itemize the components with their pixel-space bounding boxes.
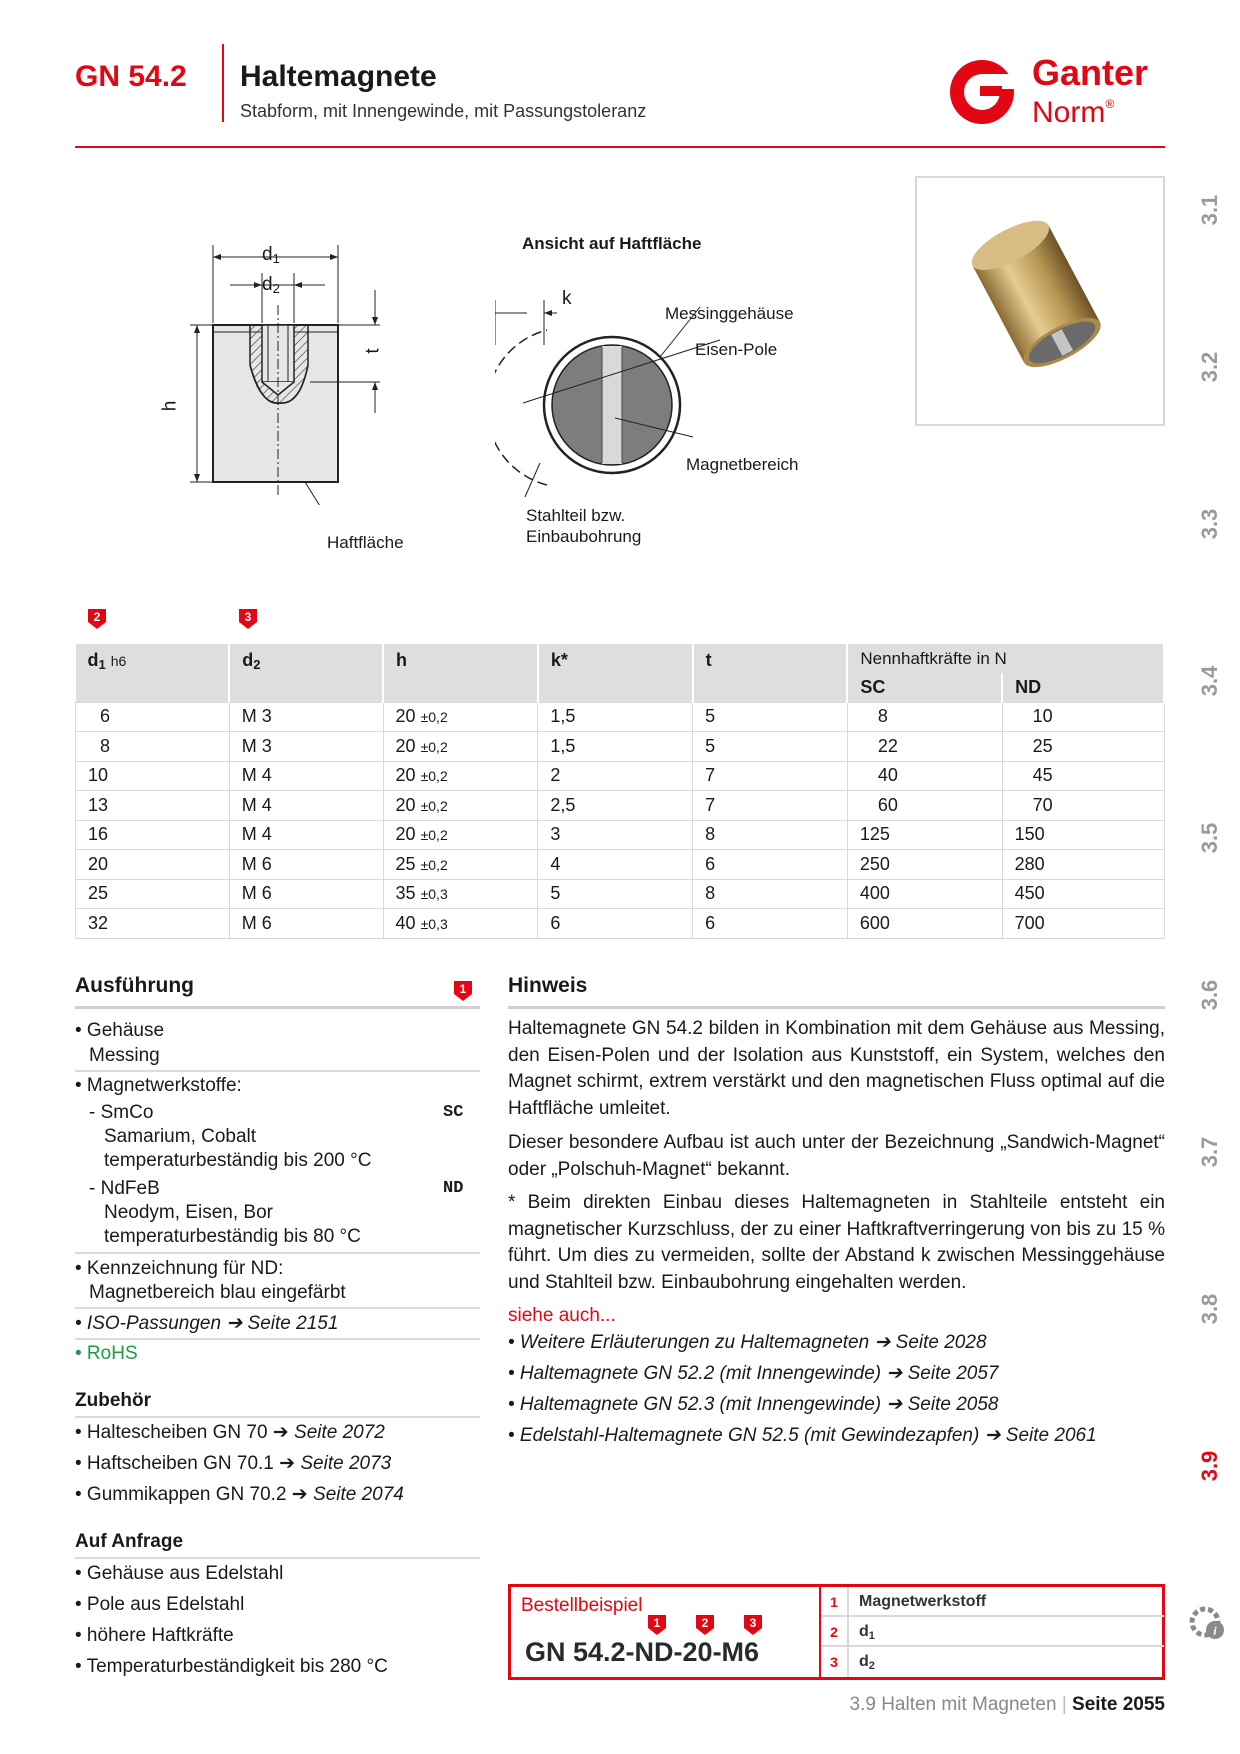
table-cell-k: 6 xyxy=(538,909,693,939)
col-k-header: k* xyxy=(538,644,693,702)
ndfeb-temp: temperaturbeständig bis 80 °C xyxy=(104,1226,361,1247)
stahlteil-label-1: Stahlteil bzw. xyxy=(526,506,626,525)
divider xyxy=(75,1252,480,1254)
col-t-header: t xyxy=(693,644,848,702)
gehaeuse-value: Messing xyxy=(89,1045,160,1066)
zubehoer-item[interactable]: • Haftscheiben GN 70.1 ➔ Seite 2073 xyxy=(75,1453,392,1474)
order-example-box xyxy=(508,1584,1165,1680)
logo-name: Ganter xyxy=(1032,52,1149,93)
table-cell-d1: 10 xyxy=(76,761,230,791)
table-cell-nd: 700 xyxy=(1002,909,1164,939)
hinweis-paragraph-1: Haltemagnete GN 54.2 bilden in Kombination mit dem Gehäuse aus Messing, den Eisen-Polen und der Isolation aus Kunststoff, ein System, welches den Magnet schirmt, extrem verstärkt und den magnetischen Fluss optimal auf die Haftfläche umleitet. xyxy=(508,1018,1165,1119)
table-cell-h: 20 ±0,2 xyxy=(383,761,538,791)
kennzeichnung-value: Magnetbereich blau eingefärbt xyxy=(89,1282,346,1303)
divider xyxy=(75,1338,480,1340)
order-marker-2-icon xyxy=(695,1614,715,1636)
table-cell-h: 25 ±0,2 xyxy=(383,850,538,880)
table-cell-t: 7 xyxy=(693,761,848,791)
table-cell-t: 7 xyxy=(693,791,848,821)
table-cell-sc: 400 xyxy=(847,879,1002,909)
zubehoer-item[interactable]: • Haltescheiben GN 70 ➔ Seite 2072 xyxy=(75,1422,385,1443)
smco-temp: temperaturbeständig bis 200 °C xyxy=(104,1150,372,1171)
side-tab-3-5[interactable]: 3.5 xyxy=(1197,822,1222,854)
eisen-pole-label: Eisen-Pole xyxy=(695,340,778,359)
side-section-drawing xyxy=(150,235,410,505)
ganter-norm-logo xyxy=(942,52,1166,128)
table-row xyxy=(76,850,1165,880)
marker-3-icon xyxy=(238,608,258,630)
rohs-badge: • RoHS xyxy=(75,1343,138,1364)
svg-text:1: 1 xyxy=(653,1616,661,1630)
table-cell-d1: 20 xyxy=(76,850,230,880)
side-tab-3-7[interactable]: 3.7 xyxy=(1197,1136,1222,1168)
dim-d1-label: $d_1$ xyxy=(262,244,280,266)
product-code: GN 54.2 xyxy=(75,60,187,93)
table-cell-d1: 13 xyxy=(76,791,230,821)
table-cell-d2: M 3 xyxy=(229,732,383,762)
smco-code: SC xyxy=(443,1103,464,1122)
product-photo xyxy=(915,176,1165,426)
smco-desc: Samarium, Cobalt xyxy=(104,1126,257,1147)
side-tab-3-6[interactable]: 3.6 xyxy=(1197,979,1222,1011)
ndfeb-desc: Neodym, Eisen, Bor xyxy=(104,1202,273,1223)
see-also-label: siehe auch... xyxy=(508,1305,616,1326)
zubehoer-item[interactable]: • Gummikappen GN 70.2 ➔ Seite 2074 xyxy=(75,1484,404,1505)
table-cell-d2: M 3 xyxy=(229,702,383,732)
iso-passungen-link[interactable]: • ISO-Passungen ➔ Seite 2151 xyxy=(75,1313,339,1334)
col-d1-header: $d_1$ h6 xyxy=(76,644,230,702)
table-row xyxy=(76,909,1165,939)
col-force-header: Nennhaftkräfte in N xyxy=(847,644,1164,673)
order-marker-1-icon xyxy=(647,1614,667,1636)
table-cell-d2: M 6 xyxy=(229,879,383,909)
table-cell-nd: 25 xyxy=(1002,732,1164,762)
table-row xyxy=(76,791,1165,821)
svg-text:3: 3 xyxy=(244,610,252,624)
table-cell-sc: 40 xyxy=(847,761,1002,791)
section-zubehoer-title: Zubehör xyxy=(75,1390,151,1411)
table-cell-k: 4 xyxy=(538,850,693,880)
stahlteil-label-2: Einbaubohrung xyxy=(526,527,642,546)
table-cell-h: 20 ±0,2 xyxy=(383,702,538,732)
table-cell-sc: 125 xyxy=(847,820,1002,850)
table-row xyxy=(76,732,1165,762)
divider xyxy=(75,1416,480,1418)
section-hinweis-title: Hinweis xyxy=(508,974,588,997)
header-separator xyxy=(222,44,224,122)
table-cell-k: 1,5 xyxy=(538,732,693,762)
table-cell-d2: M 4 xyxy=(229,820,383,850)
table-cell-nd: 70 xyxy=(1002,791,1164,821)
order-key-row: 1 Magnetwerkstoff xyxy=(821,1587,1164,1617)
section-rule xyxy=(75,1006,480,1009)
werkstoffe-label: • Magnetwerkstoffe: xyxy=(75,1075,242,1096)
anfrage-item: • höhere Haftkräfte xyxy=(75,1625,234,1646)
dim-t-label: t xyxy=(362,348,384,354)
order-marker-3-icon xyxy=(743,1614,763,1636)
smco-label: - SmCo xyxy=(89,1102,154,1123)
section-rule xyxy=(508,1006,1165,1009)
col-sc-header: SC xyxy=(847,673,1002,702)
ndfeb-code: ND xyxy=(443,1179,464,1198)
table-cell-t: 6 xyxy=(693,850,848,880)
divider xyxy=(75,1070,480,1072)
kennzeichnung-label: • Kennzeichnung für ND: xyxy=(75,1258,284,1279)
logo-norm: Norm® xyxy=(1032,96,1115,129)
table-cell-k: 5 xyxy=(538,879,693,909)
table-cell-d1: 8 xyxy=(76,732,230,762)
anfrage-item: • Temperaturbeständigkeit bis 280 °C xyxy=(75,1656,388,1677)
svg-text:2: 2 xyxy=(701,1616,709,1630)
table-cell-k: 2,5 xyxy=(538,791,693,821)
side-tab-3-2[interactable]: 3.2 xyxy=(1197,351,1222,383)
see-also-link[interactable]: • Haltemagnete GN 52.2 (mit Innengewinde) ➔ Seite 2057 xyxy=(508,1363,999,1384)
svg-text:1: 1 xyxy=(459,982,467,996)
table-cell-h: 35 ±0,3 xyxy=(383,879,538,909)
see-also-link[interactable]: • Haltemagnete GN 52.3 (mit Innengewinde) ➔ Seite 2058 xyxy=(508,1394,999,1415)
divider xyxy=(75,1307,480,1309)
table-cell-t: 6 xyxy=(693,909,848,939)
table-cell-d1: 6 xyxy=(76,702,230,732)
dim-h-label: h xyxy=(159,400,181,412)
order-example-code: GN 54.2-ND-20-M6 xyxy=(525,1637,760,1667)
order-key-row: 2 $d_1$ xyxy=(821,1617,1164,1647)
see-also-link[interactable]: • Weitere Erläuterungen zu Haltemagneten ➔ Seite 2028 xyxy=(508,1332,987,1353)
see-also-link[interactable]: • Edelstahl-Haltemagnete GN 52.5 (mit Gewindezapfen) ➔ Seite 2061 xyxy=(508,1425,1097,1446)
hinweis-paragraph-2: Dieser besondere Aufbau ist auch unter der Bezeichnung „Sandwich-Magnet“ oder „Polschuh-Magnet“ bekannt. xyxy=(508,1132,1165,1180)
ndfeb-label: - NdFeB xyxy=(89,1178,160,1199)
table-cell-h: 40 ±0,3 xyxy=(383,909,538,939)
haftflaeche-label: Haftfläche xyxy=(327,533,404,552)
dim-k-label: k xyxy=(562,288,572,309)
table-cell-k: 1,5 xyxy=(538,702,693,732)
table-cell-nd: 45 xyxy=(1002,761,1164,791)
table-cell-sc: 22 xyxy=(847,732,1002,762)
table-cell-sc: 60 xyxy=(847,791,1002,821)
header-rule xyxy=(75,146,1165,148)
side-tab-3-8[interactable]: 3.8 xyxy=(1197,1293,1222,1325)
order-example-label: Bestellbeispiel xyxy=(521,1595,643,1616)
svg-text:2: 2 xyxy=(93,610,101,624)
section-anfrage-title: Auf Anfrage xyxy=(75,1531,184,1552)
svg-text:i: i xyxy=(1213,1623,1217,1638)
table-cell-t: 5 xyxy=(693,732,848,762)
table-cell-d2: M 4 xyxy=(229,761,383,791)
view-title: Ansicht auf Haftfläche xyxy=(522,234,702,253)
order-key-row: 3 $d_2$ xyxy=(821,1647,1164,1677)
dimension-table xyxy=(75,644,1165,939)
messinggehaeuse-label: Messinggehäuse xyxy=(665,304,794,323)
table-row xyxy=(76,761,1165,791)
table-cell-d2: M 6 xyxy=(229,850,383,880)
table-cell-t: 5 xyxy=(693,702,848,732)
table-cell-t: 8 xyxy=(693,879,848,909)
gehaeuse-label: • Gehäuse xyxy=(75,1020,165,1041)
table-row xyxy=(76,702,1165,732)
table-cell-d1: 16 xyxy=(76,820,230,850)
magnetbereich-label: Magnetbereich xyxy=(686,455,799,474)
col-d2-header: $d_2$ xyxy=(229,644,383,702)
table-cell-t: 8 xyxy=(693,820,848,850)
page-title: Haltemagnete xyxy=(240,60,437,93)
table-cell-h: 20 ±0,2 xyxy=(383,820,538,850)
dim-d2-label: $d_2$ xyxy=(262,274,280,296)
divider xyxy=(75,1557,480,1559)
marker-2-icon xyxy=(87,608,107,630)
table-cell-sc: 8 xyxy=(847,702,1002,732)
gear-info-icon[interactable] xyxy=(1185,1600,1229,1644)
svg-text:3: 3 xyxy=(749,1616,757,1630)
side-tab-3-4[interactable]: 3.4 xyxy=(1197,665,1222,697)
order-key-table xyxy=(819,1587,1162,1677)
side-tab-3-3[interactable]: 3.3 xyxy=(1197,508,1222,540)
table-cell-nd: 150 xyxy=(1002,820,1164,850)
table-cell-h: 20 ±0,2 xyxy=(383,791,538,821)
table-cell-d2: M 6 xyxy=(229,909,383,939)
ganter-logo-mark-icon xyxy=(942,52,1022,128)
page-footer: 3.9 Halten mit Magneten | Seite 2055 xyxy=(849,1694,1165,1715)
page-subtitle: Stabform, mit Innengewinde, mit Passungstoleranz xyxy=(240,101,647,121)
table-row xyxy=(76,820,1165,850)
table-cell-sc: 250 xyxy=(847,850,1002,880)
section-ausfuehrung-title: Ausführung xyxy=(75,974,194,997)
table-cell-sc: 600 xyxy=(847,909,1002,939)
marker-1-icon xyxy=(453,980,473,1002)
side-tab-3-9[interactable]: 3.9 xyxy=(1197,1450,1222,1482)
hinweis-paragraph-3: * Beim direkten Einbau dieses Haltemagneten in Stahlteile entsteht ein magnetischer Kurzschluss, der zu einer Haftkraftverringerung von bis zu 15 % führt. Um dies zu vermeiden, sollte der Abstand k zwischen Messinggehäuse und Stahlteil bzw. Einbaubohrung eingehalten werden. xyxy=(508,1192,1165,1293)
table-cell-d1: 32 xyxy=(76,909,230,939)
col-h-header: h xyxy=(383,644,538,702)
anfrage-item: • Pole aus Edelstahl xyxy=(75,1594,245,1615)
table-cell-nd: 450 xyxy=(1002,879,1164,909)
page-number: Seite 2055 xyxy=(1072,1694,1165,1715)
table-row xyxy=(76,879,1165,909)
table-cell-d1: 25 xyxy=(76,879,230,909)
anfrage-item: • Gehäuse aus Edelstahl xyxy=(75,1563,284,1584)
table-cell-d2: M 4 xyxy=(229,791,383,821)
magnet-product-image xyxy=(917,178,1163,424)
side-tab-3-1[interactable]: 3.1 xyxy=(1197,194,1222,226)
table-cell-h: 20 ±0,2 xyxy=(383,732,538,762)
table-cell-nd: 280 xyxy=(1002,850,1164,880)
table-cell-k: 3 xyxy=(538,820,693,850)
table-cell-nd: 10 xyxy=(1002,702,1164,732)
table-cell-k: 2 xyxy=(538,761,693,791)
col-nd-header: ND xyxy=(1002,673,1164,702)
